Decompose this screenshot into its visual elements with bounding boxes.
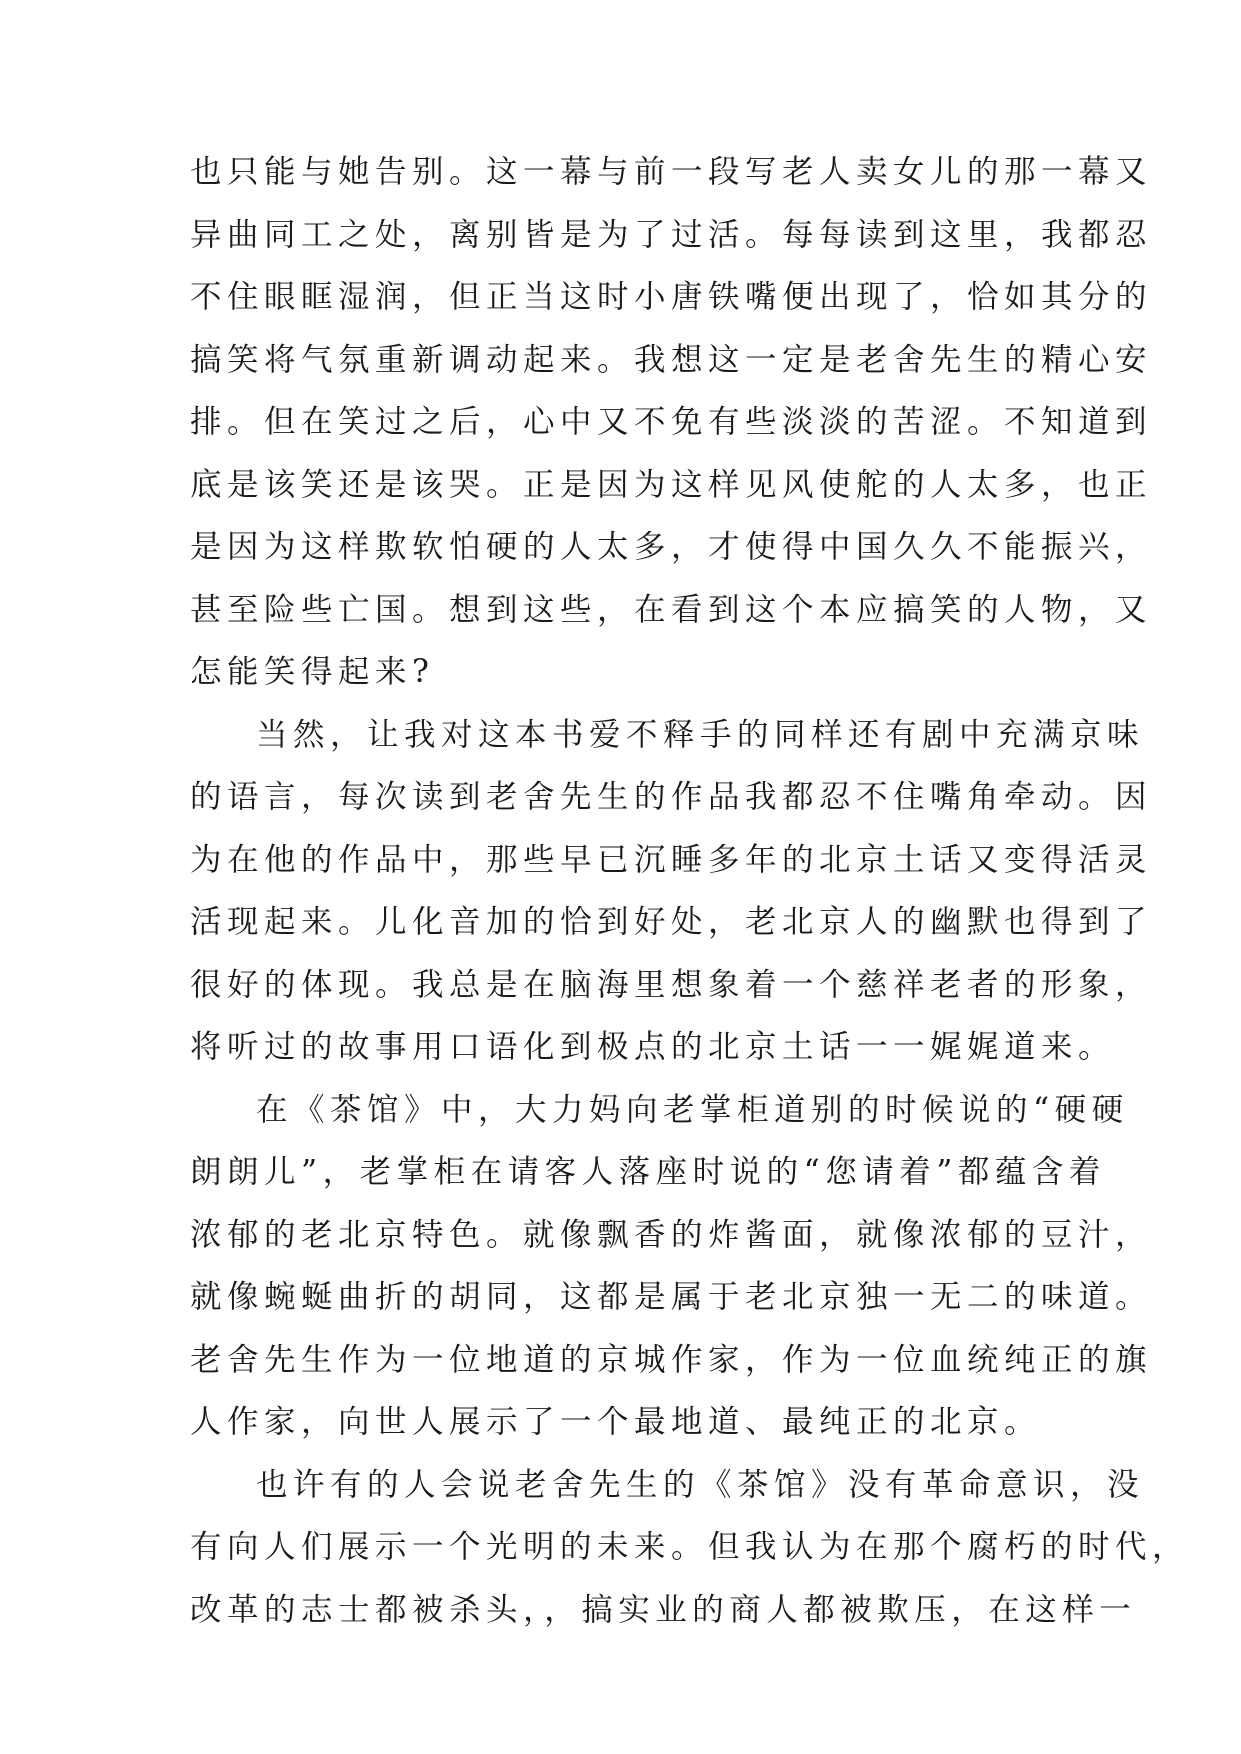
- text-line: 甚至险些亡国。想到这些，在看到这个本应搞笑的人物，又: [190, 591, 1153, 628]
- paragraph-first-line: 当然，让我对这本书爱不释手的同样还有剧中充满京味: [256, 716, 1145, 753]
- text-line: 朗朗儿”，老掌柜在请客人落座时说的“您请着”都蕴含着: [190, 1154, 1106, 1190]
- text-line: 怎能笑得起来?: [190, 654, 435, 690]
- text-line: 排。但在笑过之后，心中又不免有些淡淡的苦涩。不知道到: [190, 404, 1153, 440]
- text-line: 的语言，每次读到老舍先生的作品我都忍不住嘴角牵动。因: [190, 779, 1153, 815]
- paragraph-first-line: 也许有的人会说老舍先生的《茶馆》没有革命意识，没: [256, 1466, 1145, 1503]
- text-line: 底是该笑还是该哭。正是因为这样见风使舵的人太多，也正: [190, 466, 1153, 503]
- text-line: 不住眼眶湿润，但正当这时小唐铁嘴便出现了，恰如其分的: [190, 279, 1153, 315]
- text-line: 也只能与她告别。这一幕与前一段写老人卖女儿的那一幕又: [190, 154, 1153, 190]
- text-line: 是因为这样欺软怕硬的人太多，才使得中国久久不能振兴，: [190, 529, 1153, 565]
- text-line: 为在他的作品中，那些早已沉睡多年的北京土话又变得活灵: [190, 841, 1153, 878]
- paragraph-first-line: 在《茶馆》中，大力妈向老掌柜道别的时候说的“硬硬: [256, 1091, 1129, 1128]
- text-line: 很好的体现。我总是在脑海里想象着一个慈祥老者的形象，: [190, 966, 1153, 1003]
- text-line: 就像蜿蜒曲折的胡同，这都是属于老北京独一无二的味道。: [190, 1279, 1153, 1315]
- body-text: [190, 141, 1190, 1641]
- text-line: 有向人们展示一个光明的未来。但我认为在那个腐朽的时代，: [190, 1529, 1190, 1565]
- text-line: 改革的志士都被杀头，，搞实业的商人都被欺压，在这样一: [190, 1591, 1137, 1628]
- text-line: 老舍先生作为一位地道的京城作家，作为一位血统纯正的旗: [190, 1341, 1153, 1378]
- text-line: 将听过的故事用口语化到极点的北京土话一一娓娓道来。: [190, 1029, 1116, 1065]
- text-line: 搞笑将气氛重新调动起来。我想这一定是老舍先生的精心安: [190, 341, 1153, 378]
- text-line: 活现起来。儿化音加的恰到好处，老北京人的幽默也得到了: [190, 904, 1153, 940]
- text-line: 浓郁的老北京特色。就像飘香的炸酱面，就像浓郁的豆汁，: [190, 1216, 1153, 1253]
- text-line: 异曲同工之处，离别皆是为了过活。每每读到这里，我都忍: [190, 216, 1153, 253]
- text-line: 人作家，向世人展示了一个最地道、最纯正的北京。: [190, 1404, 1042, 1440]
